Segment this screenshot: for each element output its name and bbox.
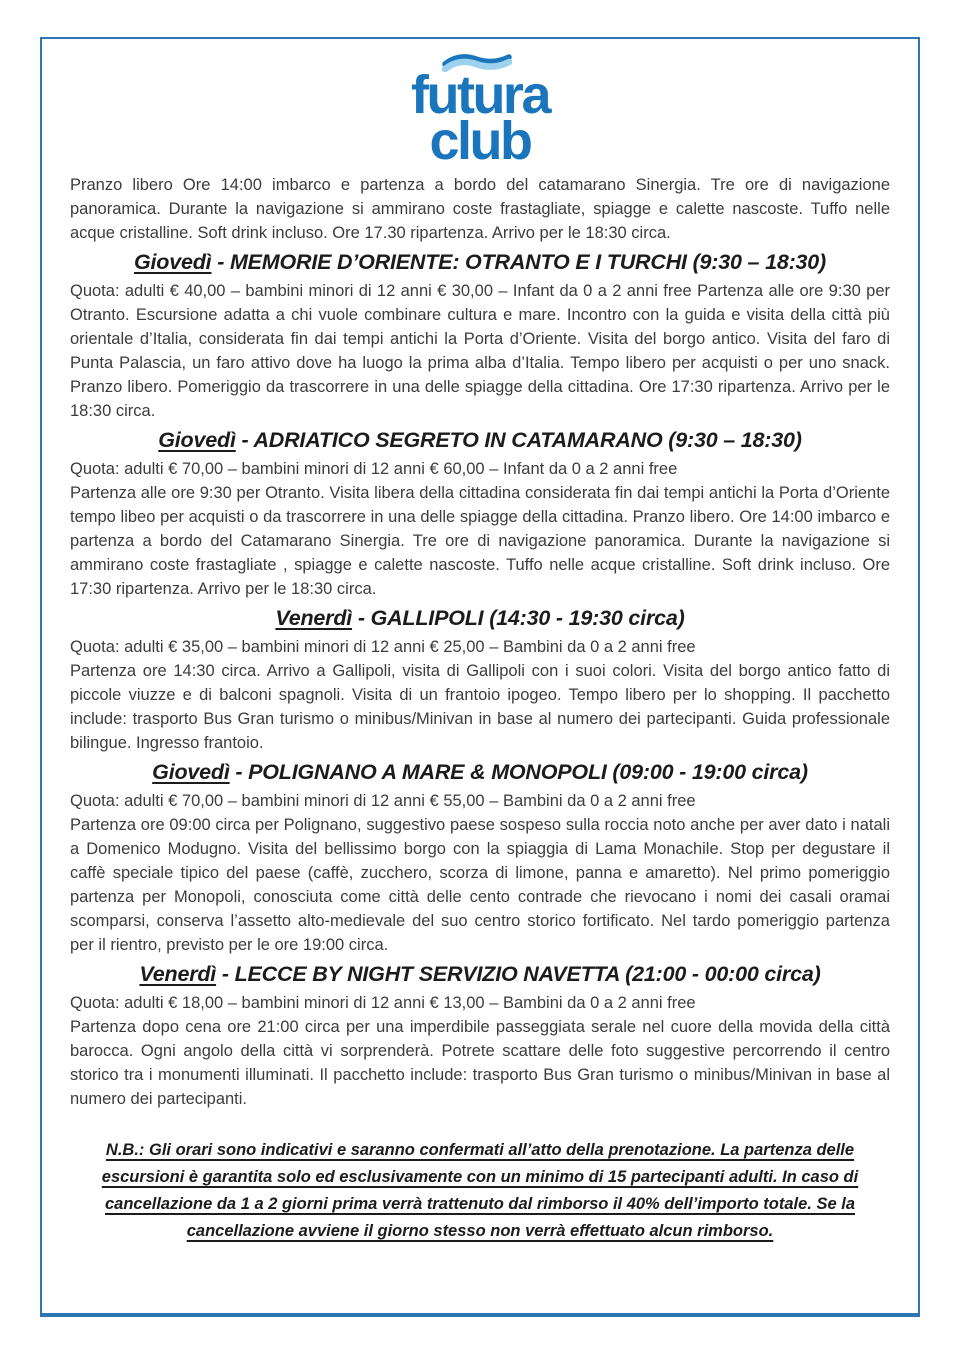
excursion-heading xyxy=(70,427,890,454)
excursion-title: POLIGNANO A MARE & MONOPOLI (09:00 - 19:00 circa) xyxy=(248,760,808,784)
excursion-title: ADRIATICO SEGRETO IN CATAMARANO (9:30 – 18:30) xyxy=(253,428,802,452)
excursion-heading xyxy=(70,605,890,632)
excursion-title: LECCE BY NIGHT SERVIZIO NAVETTA (21:00 - 00:00 circa) xyxy=(234,962,821,986)
excursion-quota: Quota: adulti € 70,00 – bambini minori di 12 anni € 55,00 – Bambini da 0 a 2 anni free xyxy=(70,792,696,810)
excursion-heading xyxy=(70,961,890,988)
heading-separator: - xyxy=(216,962,235,986)
excursion-day: Giovedì xyxy=(158,428,236,452)
excursion-description: Partenza ore 14:30 circa. Arrivo a Gallipoli, visita di Gallipoli con i suoi colori. Visita del borgo antico fatto di piccole viuzze e di balconi spagnoli. Visita di un frantoio ipogeo. Tempo libero per lo shopping. Il pacchetto include: trasporto Bus Gran turismo o minibus/Minivan in base al numero dei partecipanti. Guida professionale bilingue. Ingresso frantoio. xyxy=(70,662,890,752)
excursion-description: Partenza dopo cena ore 21:00 circa per una imperdibile passeggiata serale nel cuore della movida della città barocca. Ogni angolo della città vi sorprenderà. Potrete scattare delle foto suggestive percorrendo il centro storico tra i monumenti illuminati. Il pacchetto include: trasporto Bus Gran turismo o minibus/Minivan in base al numero dei partecipanti. xyxy=(70,1018,890,1108)
excursion-section-polignano-monopoli xyxy=(70,759,890,957)
excursion-section-otranto xyxy=(70,249,890,423)
logo-text-futura: futura xyxy=(411,65,549,125)
excursion-title: MEMORIE D’ORIENTE: OTRANTO E I TURCHI (9:30 – 18:30) xyxy=(229,250,827,274)
futura-club-logo xyxy=(70,51,890,171)
heading-separator: - xyxy=(352,606,371,630)
excursion-quota: Quota: adulti € 18,00 – bambini minori di 12 anni € 13,00 – Bambini da 0 a 2 anni free xyxy=(70,994,696,1012)
footer-note: N.B.: Gli orari sono indicativi e saranno confermati all’atto della prenotazione. La partenza delle escursioni è garantita solo ed esclusivamente con un minimo di 15 partecipanti adulti. In caso di cancellazione da 1 a 2 giorni prima verrà trattenuto dal rimborso il 40% dell’importo totale. Se la cancellazione avviene il giorno stesso non verrà effettuato alcun rimborso. xyxy=(101,1141,859,1240)
excursion-heading xyxy=(70,759,890,786)
excursion-description: Partenza alle ore 9:30 per Otranto. Visita libera della cittadina considerata fin dai tempi antichi la Porta d’Oriente tempo libeo per acquisti o da trascorrere in una delle spiagge della cittadina. Pranzo libero. Ore 14:00 imbarco e partenza a bordo del Catamarano Sinergia. Tre ore di navigazione panoramica. Durante la navigazione si ammirano coste frastagliate , spiagge e calette nascoste. Tuffo nelle acque cristalline. Soft drink incluso. Ore 17:30 ripartenza. Arrivo per le 18:30 circa. xyxy=(70,484,890,598)
excursion-section-adriatico-catamarano xyxy=(70,427,890,601)
excursion-day: Venerdì xyxy=(139,962,217,986)
wave-icon xyxy=(442,51,512,73)
excursion-section-gallipoli xyxy=(70,605,890,755)
excursion-day: Giovedì xyxy=(133,250,212,274)
heading-separator: - xyxy=(235,428,254,452)
excursion-title: GALLIPOLI (14:30 - 19:30 circa) xyxy=(370,606,685,630)
excursion-description: Partenza ore 09:00 circa per Polignano, suggestivo paese sospeso sulla roccia noto anche per aver dato i natali a Domenico Modugno. Visita del bellissimo borgo con la spiaggia di Lama Monachile. Stop per degustare il caffè speciale tipico del paese (caffè, zucchero, scorza di limone, panna e amaretto). Nel primo pomeriggio partenza per Monopoli, conosciuta come città delle cento contrade che rievocano i nomi dei casali oramai scomparsi, conserva l’assetto alto-medievale del suo centro storico fortificato. Nel tardo pomeriggio partenza per il rientro, previsto per le ore 19:00 circa. xyxy=(70,816,890,954)
heading-separator: - xyxy=(211,250,230,274)
excursion-day: Venerdì xyxy=(275,606,353,630)
excursion-section-lecce-by-night xyxy=(70,961,890,1111)
page-border-frame xyxy=(40,37,920,1317)
excursion-quota: Quota: adulti € 35,00 – bambini minori di 12 anni € 25,00 – Bambini da 0 a 2 anni free xyxy=(70,638,696,656)
logo-text-club: club xyxy=(429,111,531,171)
excursion-heading xyxy=(70,249,890,276)
excursion-description: Quota: adulti € 40,00 – bambini minori di 12 anni € 30,00 – Infant da 0 a 2 anni free Partenza alle ore 9:30 per Otranto. Escursione adatta a chi vuole combinare cultura e mare. Incontro con la guida e visita della città più orientale d’Italia, considerata fin dai tempi antichi la Porta d’Oriente. Visita del borgo antico. Visita del faro di Punta Palascia, un faro attivo dove ha luogo la prima alba d’Italia. Tempo libero per acquisti o per uno snack. Pranzo libero. Pomeriggio da trascorrere in una delle spiagge della cittadina. Ore 17:30 ripartenza. Arrivo per le 18:30 circa. xyxy=(70,282,890,420)
excursion-quota: Quota: adulti € 70,00 – bambini minori di 12 anni € 60,00 – Infant da 0 a 2 anni free xyxy=(70,460,678,478)
intro-paragraph: Pranzo libero Ore 14:00 imbarco e partenza a bordo del catamarano Sinergia. Tre ore di navigazione panoramica. Durante la navigazione si ammirano coste frastagliate, spiagge e calette nascoste. Tuffo nelle acque cristalline. Soft drink incluso. Ore 17.30 ripartenza. Arrivo per le 18:30 circa. xyxy=(70,176,890,242)
excursion-day: Giovedì xyxy=(152,760,230,784)
heading-separator: - xyxy=(229,760,249,784)
